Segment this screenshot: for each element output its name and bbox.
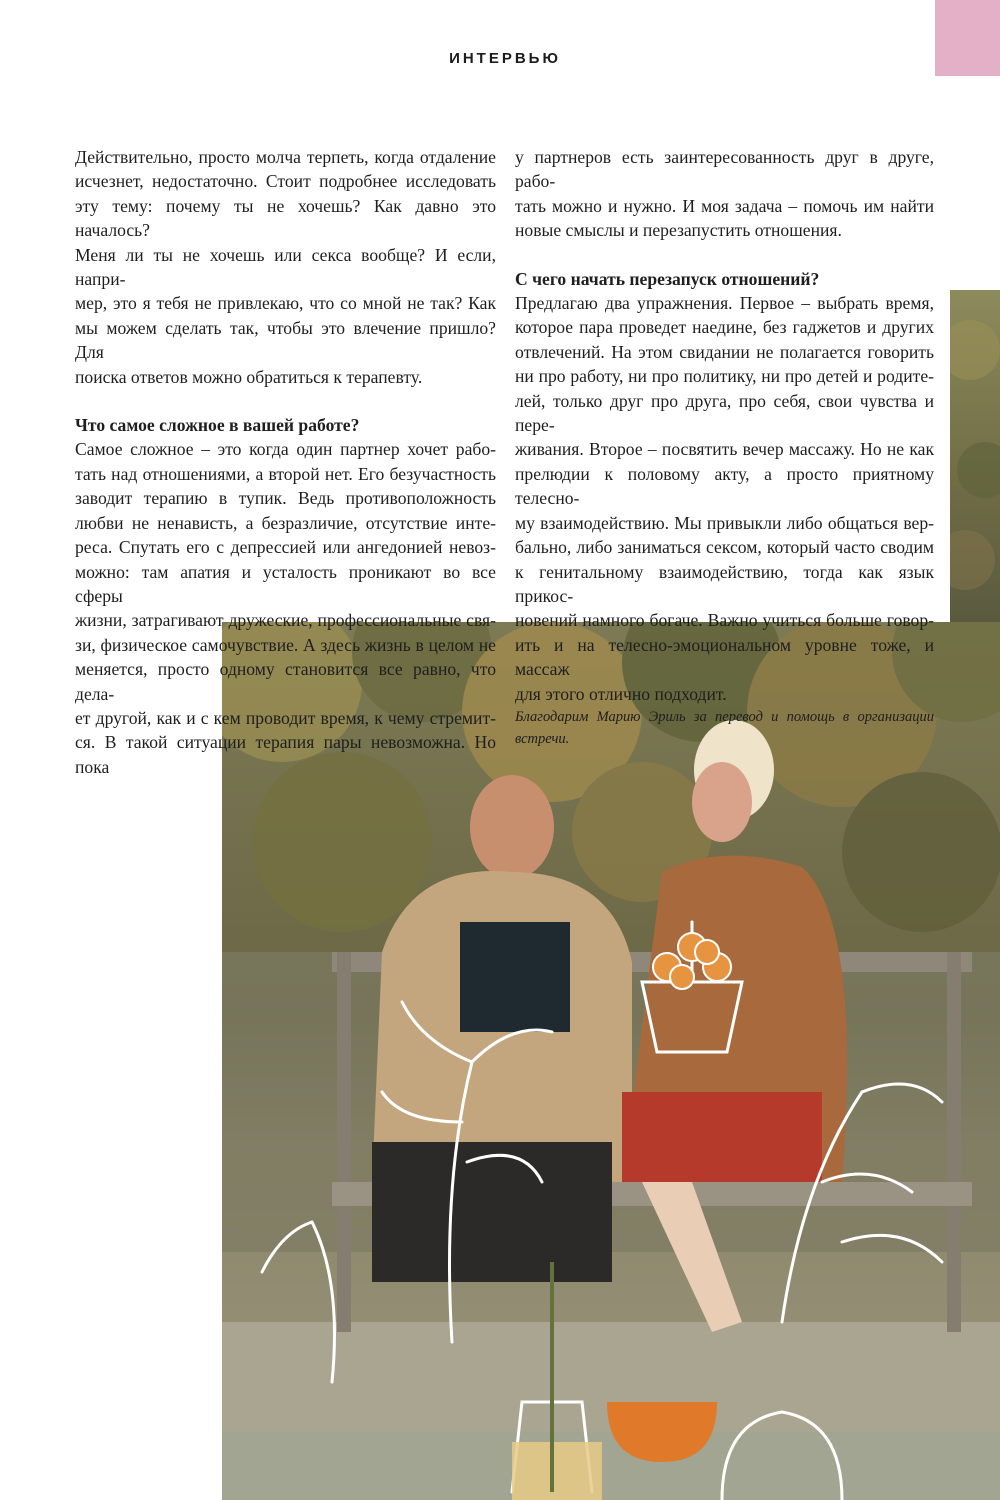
text-line: у партнеров есть заинтересованность друг в друге, рабо- — [515, 147, 934, 192]
text-line: к генитальному взаимодействию, тогда как язык прикос- — [515, 561, 934, 606]
text-line: Действительно, просто молча терпеть, когда отдаление — [75, 147, 496, 167]
text-line: му взаимодействию. Мы привыкли либо общаться вер- — [515, 512, 934, 533]
text-line: зи, физическое самочувствие. А здесь жизнь в целом не — [75, 634, 496, 655]
text-line: реса. Спутать его с депрессией или ангедонией невоз- — [75, 537, 496, 558]
text-line: Меня ли ты не хочешь или секса вообще? И если, напри- — [75, 244, 496, 290]
text-line: для этого отлично подходит. — [515, 683, 727, 704]
text-line: мы можем сделать так, чтобы это влечение пришло? Для — [75, 317, 496, 363]
text-line: жизни, затрагивают дружеские, профессиональные свя- — [75, 610, 496, 631]
text-line: живания. Второе – посвятить вечер массажу. Но не как — [515, 439, 934, 460]
text-line: новений намного богаче. Важно учиться больше говор- — [515, 610, 934, 631]
text-line: Предлагаю два упражнения. Первое – выбрать время, — [515, 293, 934, 314]
text-line: новые смыслы и перезапустить отношения. — [515, 220, 842, 241]
section-title: ИНТЕРВЬЮ — [449, 50, 561, 67]
text-line: исчезнет, недостаточно. Стоит подробнее исследовать — [75, 171, 496, 192]
text-line: ни про работу, ни про политику, ни про детей и родите- — [515, 366, 934, 387]
question-heading: С чего начать перезапуск отношений? — [515, 268, 820, 289]
text-line: мер, это я тебя не привлекаю, что со мной не так? Как — [75, 293, 496, 314]
text-line: поиска ответов можно обратиться к терапевту. — [75, 366, 423, 387]
text-line: бально, либо заниматься сексом, который часто сводим — [515, 537, 934, 558]
text-line: ить и на телесно-эмоциональном уровне тоже, и массаж — [515, 634, 934, 680]
translation-credit: Благодарим Марию Эриль за перевод и помощь в организации встречи. — [515, 708, 934, 747]
left-column — [75, 145, 496, 779]
text-line: любви не ненависть, а безразличие, отсутствие инте- — [75, 512, 496, 533]
photo-edge — [950, 290, 1000, 622]
text-line: ся. В такой ситуации терапия пары невозможна. Но пока — [75, 732, 496, 777]
text-line: лей, только друг про друга, про себя, свои чувства и пере- — [515, 390, 934, 436]
text-line: отвлечений. На этом свидании не полагается говорить — [515, 341, 934, 362]
text-line: Самое сложное – это когда один партнер хочет рабо- — [75, 439, 496, 460]
text-line: прелюдии к половому акту, а просто приятному телесно- — [515, 463, 934, 509]
text-line: меняется, просто одному становится все равно, что дела- — [75, 659, 496, 704]
text-line: тать можно и нужно. И моя задача – помочь им найти — [515, 195, 934, 216]
text-line: заводит терапию в тупик. Ведь противоположность — [75, 488, 496, 509]
text-line: эту тему: почему ты не хочешь? Как давно это началось? — [75, 195, 496, 241]
text-line: тать над отношениями, а второй нет. Его безучастность — [75, 463, 496, 484]
question-heading: Что самое сложное в вашей работе? — [75, 415, 360, 436]
text-line: ет другой, как и с кем проводит время, к чему стремит- — [75, 707, 496, 728]
right-column — [515, 145, 934, 750]
text-line: можно: там апатия и усталость проникают во все сферы — [75, 561, 496, 606]
text-line: которое пара проведет наедине, без гаджетов и других — [515, 317, 934, 338]
